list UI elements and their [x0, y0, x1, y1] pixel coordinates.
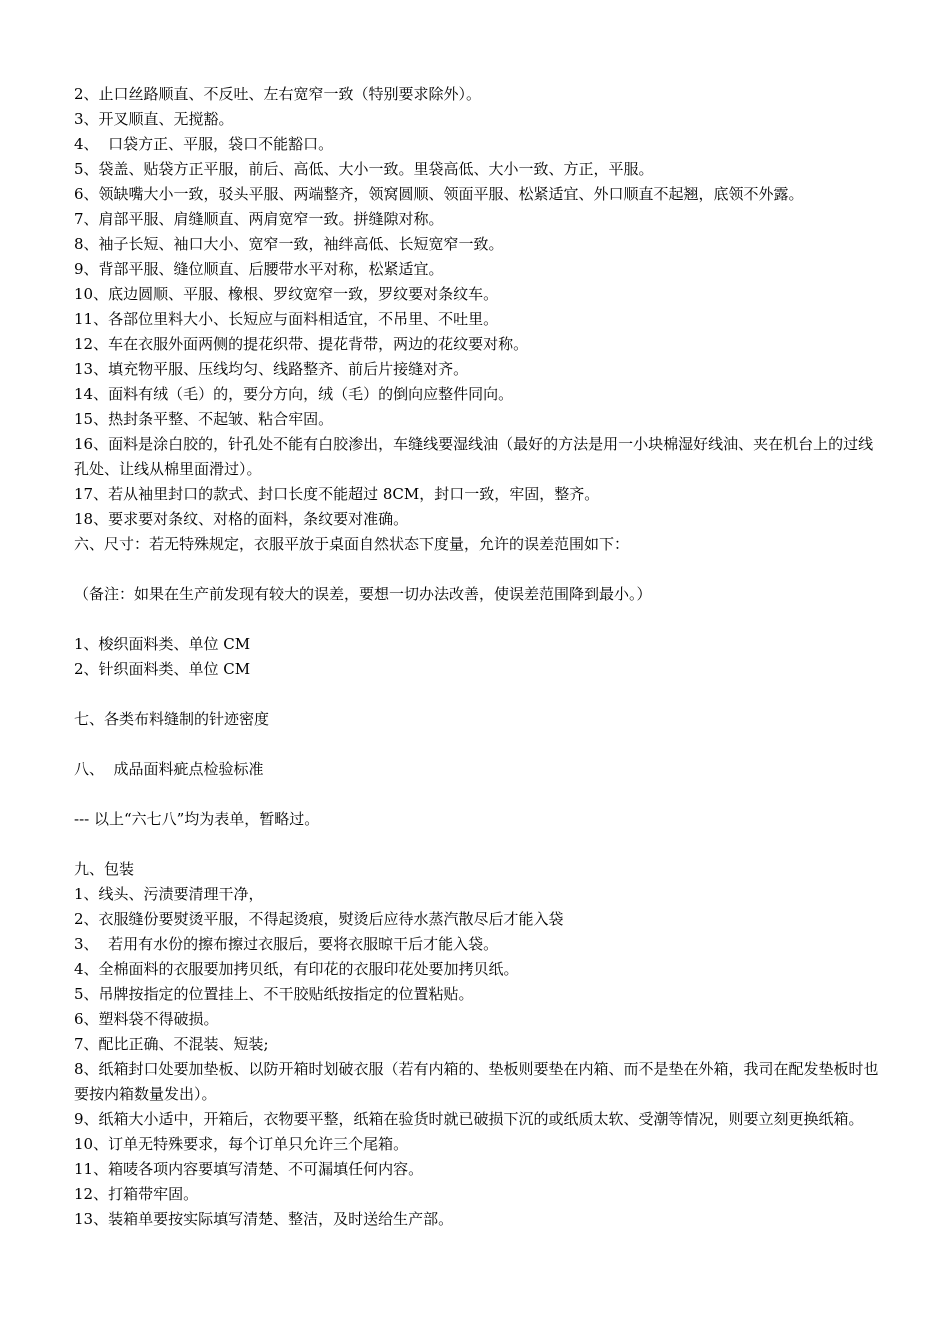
document-line: 18、要求要对条纹、对格的面料，条纹要对准确。: [74, 510, 409, 528]
document-line: 13、填充物平服、压线均匀、线路整齐、前后片接缝对齐。: [74, 360, 469, 378]
document-line: 12、车在衣服外面两侧的提花织带、提花背带，两边的花纹要对称。: [74, 335, 529, 353]
document-line: 10、订单无特殊要求，每个订单只允许三个尾箱。: [74, 1135, 409, 1153]
document-line: 11、箱唛各项内容要填写清楚、不可漏填任何内容。: [74, 1160, 424, 1178]
document-line: 5、吊牌按指定的位置挂上、不干胶贴纸按指定的位置粘贴。: [74, 985, 474, 1003]
document-line: 15、热封条平整、不起皱、粘合牢固。: [74, 410, 334, 428]
blank-line: [74, 832, 886, 857]
document-line: 9、纸箱大小适中，开箱后，衣物要平整，纸箱在验货时就已破损下沉的或纸质太软、受潮等情况，则要立刻更换纸箱。: [74, 1110, 864, 1128]
document-line: 4、 口袋方正、平服，袋口不能豁口。: [74, 135, 334, 153]
document-line: 3、开叉顺直、无搅豁。: [74, 110, 234, 128]
blank-line: [74, 607, 886, 632]
document-line: 7、配比正确、不混装、短装;: [74, 1035, 269, 1053]
blank-line: [74, 732, 886, 757]
document-line: 8、纸箱封口处要加垫板、以防开箱时划破衣服（若有内箱的、垫板则要垫在内箱、而不是垫在外箱，我司在配发垫板时也要按内箱数量发出）。: [74, 1060, 879, 1103]
document-line: 2、针织面料类、单位 CM: [74, 660, 251, 678]
document-line: 13、装箱单要按实际填写清楚、整洁，及时送给生产部。: [74, 1210, 454, 1228]
document-line: 17、若从袖里封口的款式、封口长度不能超过 8CM，封口一致，牢固，整齐。: [74, 485, 600, 503]
blank-line: [74, 557, 886, 582]
blank-line: [74, 782, 886, 807]
document-line: 10、底边圆顺、平服、橡根、罗纹宽窄一致，罗纹要对条纹车。: [74, 285, 499, 303]
document-line: （备注：如果在生产前发现有较大的误差，要想一切办法改善，使误差范围降到最小。）: [74, 585, 652, 603]
document-line: 1、梭织面料类、单位 CM: [74, 635, 251, 653]
document-line: 16、面料是涂白胶的，针孔处不能有白胶渗出，车缝线要湿线油（最好的方法是用一小块棉湿好线油、夹在机台上的过线孔处、让线从棉里面滑过）。: [74, 435, 874, 478]
document-line: 八、 成品面料疵点检验标准: [74, 760, 264, 778]
document-line: --- 以上“六七八”均为表单，暂略过。: [74, 810, 320, 828]
document-line: 5、袋盖、贴袋方正平服，前后、高低、大小一致。里袋高低、大小一致、方正，平服。: [74, 160, 654, 178]
document-line: 12、打箱带牢固。: [74, 1185, 199, 1203]
document-body: [74, 82, 886, 1232]
document-line: 七、各类布料缝制的针迹密度: [74, 710, 270, 728]
document-line: 7、肩部平服、肩缝顺直、两肩宽窄一致。拼缝隙对称。: [74, 210, 444, 228]
document-line: 4、全棉面料的衣服要加拷贝纸，有印花的衣服印花处要加拷贝纸。: [74, 960, 519, 978]
document-line: 6、塑料袋不得破损。: [74, 1010, 219, 1028]
document-line: 8、袖子长短、袖口大小、宽窄一致，袖绊高低、长短宽窄一致。: [74, 235, 504, 253]
document-line: 3、 若用有水份的擦布擦过衣服后，要将衣服晾干后才能入袋。: [74, 935, 499, 953]
document-line: 六、尺寸：若无特殊规定，衣服平放于桌面自然状态下度量，允许的误差范围如下：: [74, 535, 630, 553]
blank-line: [74, 682, 886, 707]
document-line: 2、止口丝路顺直、不反吐、左右宽窄一致（特别要求除外）。: [74, 85, 482, 103]
document-line: 11、各部位里料大小、长短应与面料相适宜，不吊里、不吐里。: [74, 310, 499, 328]
document-line: 9、背部平服、缝位顺直、后腰带水平对称，松紧适宜。: [74, 260, 444, 278]
document-line: 6、领缺嘴大小一致，驳头平服、两端整齐，领窝圆顺、领面平服、松紧适宜、外口顺直不起翘，底领不外露。: [74, 185, 804, 203]
document-line: 2、衣服缝份要熨烫平服，不得起烫痕，熨烫后应待水蒸汽散尽后才能入袋: [74, 910, 564, 928]
document-line: 1、线头、污渍要清理干净，: [74, 885, 264, 903]
document-line: 14、面料有绒（毛）的，要分方向，绒（毛）的倒向应整件同向。: [74, 385, 514, 403]
document-line: 九、包装: [74, 860, 135, 878]
